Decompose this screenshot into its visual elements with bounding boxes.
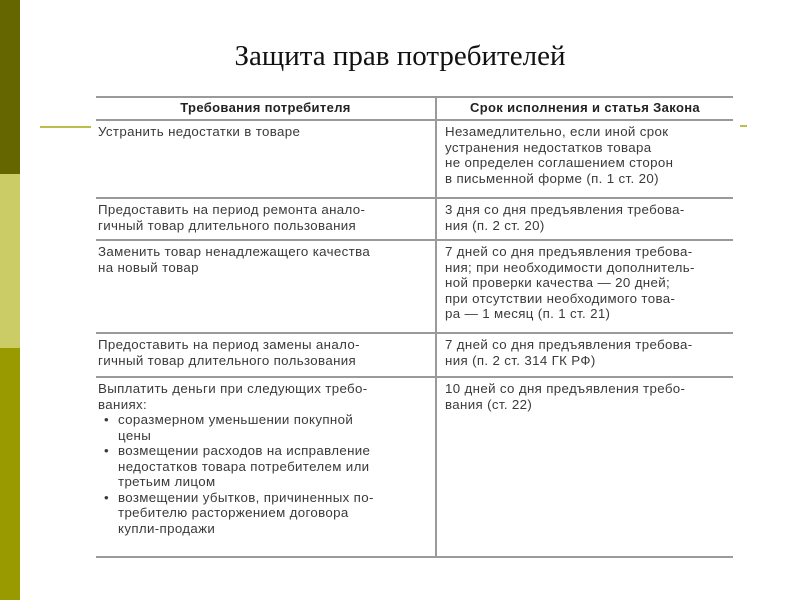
slide-title: Защита прав потребителей xyxy=(234,40,566,72)
slide-sidebar-stripe xyxy=(0,0,20,600)
table-row xyxy=(96,377,733,557)
term-line: 10 дней со дня предъявления требо- xyxy=(445,381,686,396)
term-line: устранения недостатков товара xyxy=(445,139,652,155)
term-line: ния (п. 2 ст. 314 ГК РФ) xyxy=(445,352,596,368)
requirement-cell xyxy=(96,377,436,557)
requirement-cell xyxy=(96,333,436,377)
term-line: Незамедлительно, если иной срок xyxy=(445,124,669,139)
decorative-accent-line xyxy=(40,126,91,128)
term-line: вания (ст. 22) xyxy=(445,396,533,412)
table-row xyxy=(96,120,733,198)
term-cell xyxy=(436,333,733,377)
term-line: 3 дня со дня предъявления требова- xyxy=(445,202,685,217)
condition-list-item xyxy=(104,443,433,490)
term-line: ной проверки качества — 20 дней; xyxy=(445,275,671,290)
condition-line: третьим лицом xyxy=(118,474,216,489)
condition-line: возмещении убытков, причиненных по- xyxy=(118,489,374,505)
condition-list-item xyxy=(104,489,433,537)
term-line: ния (п. 2 ст. 20) xyxy=(445,217,545,233)
decorative-accent-dash xyxy=(740,125,747,127)
requirement-cell xyxy=(96,240,436,333)
requirement-cell xyxy=(96,120,436,198)
condition-list xyxy=(98,412,433,536)
requirement-text: Устранить недостатки в товаре xyxy=(98,124,301,139)
condition-line: недостатков товара потребителем или xyxy=(118,458,370,474)
requirement-cell xyxy=(96,198,436,240)
requirement-line: ваниях: xyxy=(98,396,148,412)
table-header-row xyxy=(96,97,733,120)
bullet-icon: • xyxy=(104,489,110,505)
requirement-line: на новый товар xyxy=(98,259,199,275)
term-cell xyxy=(436,120,733,198)
requirement-line: Выплатить деньги при следующих требо- xyxy=(98,381,368,396)
requirement-line: Предоставить на период замены анало- xyxy=(98,337,360,352)
bullet-icon: • xyxy=(104,443,110,458)
table-row xyxy=(96,240,733,333)
term-line: 7 дней со дня предъявления требова- xyxy=(445,244,693,259)
term-line: 7 дней со дня предъявления требова- xyxy=(445,337,693,352)
term-line: не определен соглашением сторон xyxy=(445,155,674,170)
bullet-icon: • xyxy=(104,412,110,427)
table-row xyxy=(96,198,733,240)
table-row xyxy=(96,333,733,377)
column-header-requirement: Требования потребителя xyxy=(96,97,436,120)
term-line: ра — 1 месяц (п. 1 ст. 21) xyxy=(445,306,611,321)
condition-line: требителю расторжением договора xyxy=(118,505,349,520)
term-cell xyxy=(436,240,733,333)
requirement-line: Заменить товар ненадлежащего качества xyxy=(98,244,371,259)
term-line: при отсутствии необходимого това- xyxy=(445,290,676,306)
condition-line: возмещении расходов на исправление xyxy=(118,443,371,458)
sidebar-segment-light xyxy=(0,174,20,348)
requirement-line: гичный товар длительного пользования xyxy=(98,352,357,368)
term-cell xyxy=(436,377,733,557)
condition-line: соразмерном уменьшении покупной xyxy=(118,412,354,427)
sidebar-segment-dark xyxy=(0,0,20,174)
requirement-line: гичный товар длительного пользования xyxy=(98,217,357,233)
term-cell xyxy=(436,198,733,240)
condition-list-item xyxy=(104,412,433,443)
term-line: в письменной форме (п. 1 ст. 20) xyxy=(445,170,659,186)
condition-line: цены xyxy=(118,427,152,443)
consumer-rights-table xyxy=(96,96,733,558)
condition-line: купли-продажи xyxy=(118,520,216,536)
term-line: ния; при необходимости дополнитель- xyxy=(445,259,695,275)
column-header-term: Срок исполнения и статья Закона xyxy=(436,97,733,120)
requirement-line: Предоставить на период ремонта анало- xyxy=(98,202,366,217)
sidebar-segment-olive xyxy=(0,348,20,600)
